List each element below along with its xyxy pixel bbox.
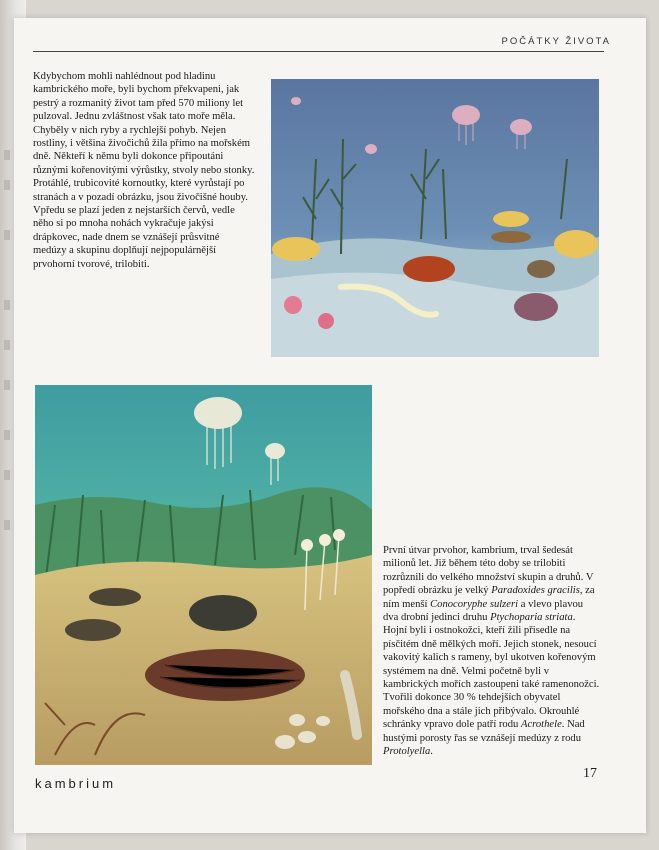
header-rule xyxy=(33,51,604,52)
trilobite-seafloor-illustration xyxy=(35,385,372,765)
genus-name: Acrothele xyxy=(520,719,562,731)
species-name: Conocoryphe sulzeri xyxy=(430,598,519,610)
species-name: Ptychoparia striata xyxy=(490,612,573,624)
genus-name: Protolyella xyxy=(383,746,431,758)
intro-paragraph: Kdybychom mohli nahlédnout pod hladinu kambrického moře, byli bychom překvapeni, jak pestrý a rozmanitý život tam před 570 miliony let pulzoval. Jednu zvláštnost však tato moře měla. Chyběly v nich ryby a rychlejší pohyb. Nejen rostliny, i většina živočichů žila přímo na mořském dně. Někteří k němu byli dokonce připoutáni různými kořenovitými výrůstky, stvoly nebo stonky. Protáhlé, trubicovité kornoutky, které vyrůstají po stranách a v pozadí obrázku, jsou živočišné houby. Vpředu se plazí jeden z nejstarších červů, vedle něho si po mnoha nohách vykračuje jakýsi drápkovec, nade dnem se vznášejí průsvitné medúzy a skupinu doplňují nejpopulárnější prvohorní tvorové, trilobiti. xyxy=(33,71,255,270)
running-header: POČÁTKY ŽIVOTA xyxy=(501,36,611,47)
species-name: Paradoxides gracilis xyxy=(491,585,580,597)
text-part: . Nad hustými porosty řas se vznášejí medúzy z rodu xyxy=(383,719,585,744)
text-part: , za ním menší xyxy=(383,585,595,610)
cambrian-description-paragraph xyxy=(383,544,601,759)
text-part: a vlevo plavou dva drobní jedinci druhu xyxy=(383,598,584,624)
section-footer-title: kambrium xyxy=(35,776,117,791)
page-number: 17 xyxy=(583,766,597,781)
text-part: . Hojní byli i ostnokožci, kteří žili přisedle na písčitém dně mělkých moří. Jejich stonek, nesoucí vakovitý kalich s rameny, byl ukotven kořenovým systémem na dně. Velmi početně byli v kambrických mořích zastoupeni také ramenonožci. Tvořili dokonce 30 % tehdejších obyvatel mořského dna a stále jich přibývalo. Okrouhlé schránky vpravo dole patří rodu xyxy=(383,612,600,731)
cambrian-seafloor-illustration xyxy=(271,79,599,357)
text-part: . xyxy=(430,746,433,758)
text-part: První útvar prvohor, kambrium, trval šedesát milionů let. Již během této doby se trilobiti rozrůznili do velkého množství skupin a druhů. V popředí obrázku je velký xyxy=(383,545,594,597)
